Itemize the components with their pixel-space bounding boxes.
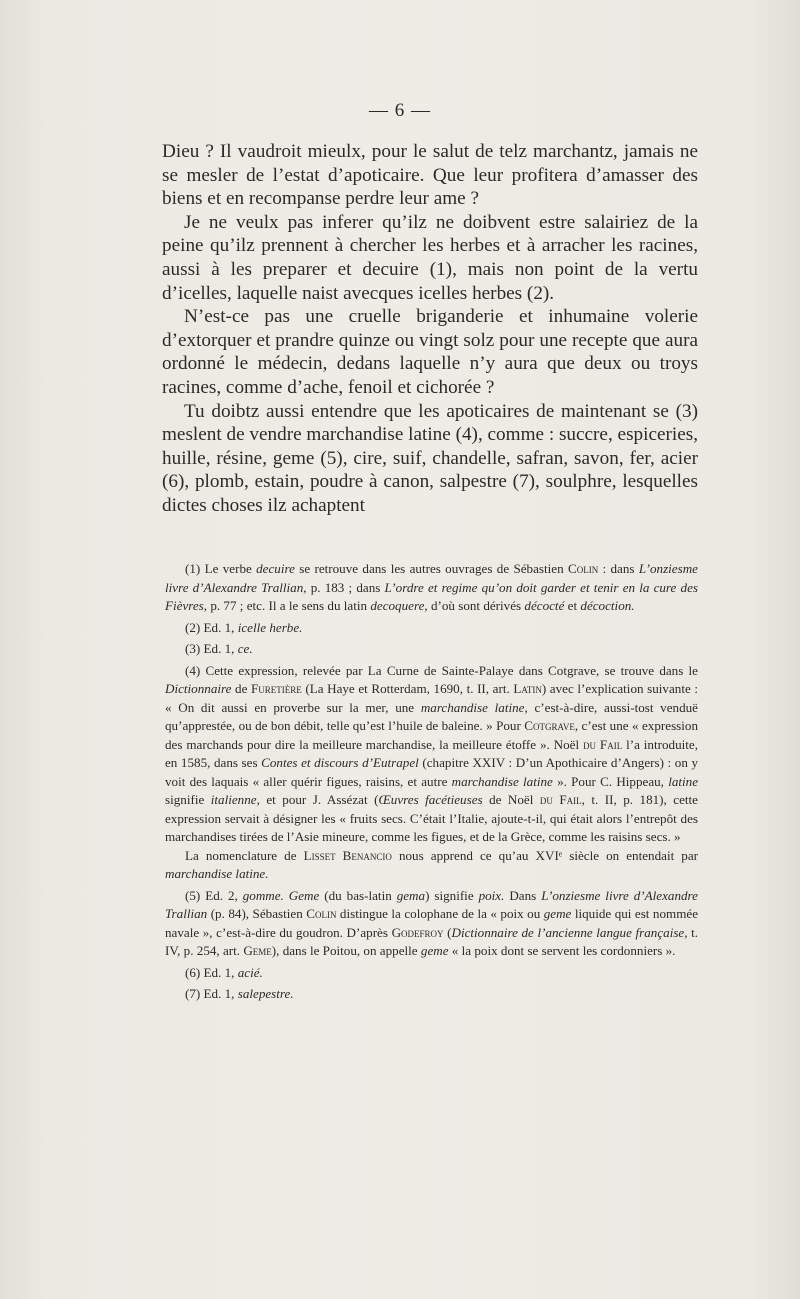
footnote-4-continued: La nomenclature de Lisset Benancio nous apprend ce qu’au XVIᵉ siècle on entendait par marchandise latine.: [165, 847, 698, 881]
paragraph-4: Tu doibtz aussi entendre que les apoticaires de maintenant se (3) meslent de vendre marchandise latine (4), comme : succre, espiceries, huille, résine, geme (5), cire, suif, chandelle, safran, savon, fer, acier (6), plomb, estain, poudre à canon, salpestre (7), soulphre, lesquelles dictes choses ilz achaptent: [162, 400, 698, 516]
footnote-6: (6) Ed. 1, acié.: [185, 964, 263, 980]
paragraph-1: Dieu ? Il vaudroit mieulx, pour le salut de telz marchantz, jamais ne se mesler de l’estat d’apoticaire. Que leur profitera d’amasser des biens et en recompanse perdre leur ame ?: [162, 141, 698, 210]
footnote-1: (1) Le verbe decuire se retrouve dans les autres ouvrages de Sébastien Colin : dans L’onziesme livre d’Alexandre Trallian, p. 183 ; dans L’ordre et regime qu’on doit garder et tenir en la cure des Fièvres, p. 77 ; etc. Il a le sens du latin decoquere, d’où sont dérivés décocté et décoction.: [165, 561, 698, 613]
paragraph-3: N’est-ce pas une cruelle briganderie et inhumaine volerie d’extorquer et prandre quinze ou vingt solz pour une recepte que aura ordonné le médecin, dedans laquelle n’y aura que deux ou troys racines, comme d’ache, fenoil et cichorée ?: [162, 306, 698, 398]
footnotes: [165, 560, 698, 1007]
footnote-2: (2) Ed. 1, icelle herbe.: [185, 619, 303, 635]
paragraph-2: Je ne veulx pas inferer qu’ilz ne doibvent estre salairiez de la peine qu’ilz prennent à chercher les herbes et à arracher les racines, aussi à les preparer et decuire (1), mais non point de la vertu d’icelles, laquelle naist avecques icelles herbes (2).: [162, 211, 698, 304]
page-number: — 6 —: [369, 100, 431, 121]
footnote-3: (3) Ed. 1, ce.: [185, 641, 253, 656]
main-text: [162, 140, 698, 518]
footnote-7: (7) Ed. 1, salepestre.: [185, 986, 294, 1001]
footnote-4: (4) Cette expression, relevée par La Curne de Sainte-Palaye dans Cotgrave, se trouve dans le Dictionnaire de Furetière (La Haye et Rotterdam, 1690, t. II, art. Latin) avec l’explication suivante : « On dit aussi en proverbe sur la mer, une marchandise latine, c’est-à-dire, aussi-tost venduë qu’apprestée, ou de bon débit, telle qu’est l’huile de baleine. » Pour Cotgrave, c’est une « expression des marchands pour dire la meilleure marchandise, la meilleure étoffe ». Noël du Fail l’a introduite, en 1585, dans ses Contes et discours d’Eutrapel (chapitre XXIV : D’un Apothicaire d’Angers) : on y voit des laquais « aller quérir figues, raisins, et autre marchandise latine ». Pour C. Hippeau, latine signifie italienne, et pour J. Assézat (Œuvres facétieuses de Noël du Fail, t. II, p. 181), cette expression servait à désigner les « fruits secs. C’était l’Italie, ajoute-t-il, qui était alors l’entrepôt des marchandises tirées de l’Asie mineure, comme les figues, et de la Grèce, comme les raisins secs. »: [165, 662, 699, 844]
footnote-5: (5) Ed. 2, gomme. Geme (du bas-latin gema) signifie poix. Dans L’onziesme livre d’Alexandre Trallian (p. 84), Sébastien Colin distingue la colophane de la « poix ou geme liquide qui est nommée navale », c’est-à-dire du goudron. D’après Godefroy (Dictionnaire de l’ancienne langue française, t. IV, p. 254, art. Geme), dans le Poitou, on appelle geme « la poix dont se servent les cordonniers ».: [165, 887, 699, 958]
